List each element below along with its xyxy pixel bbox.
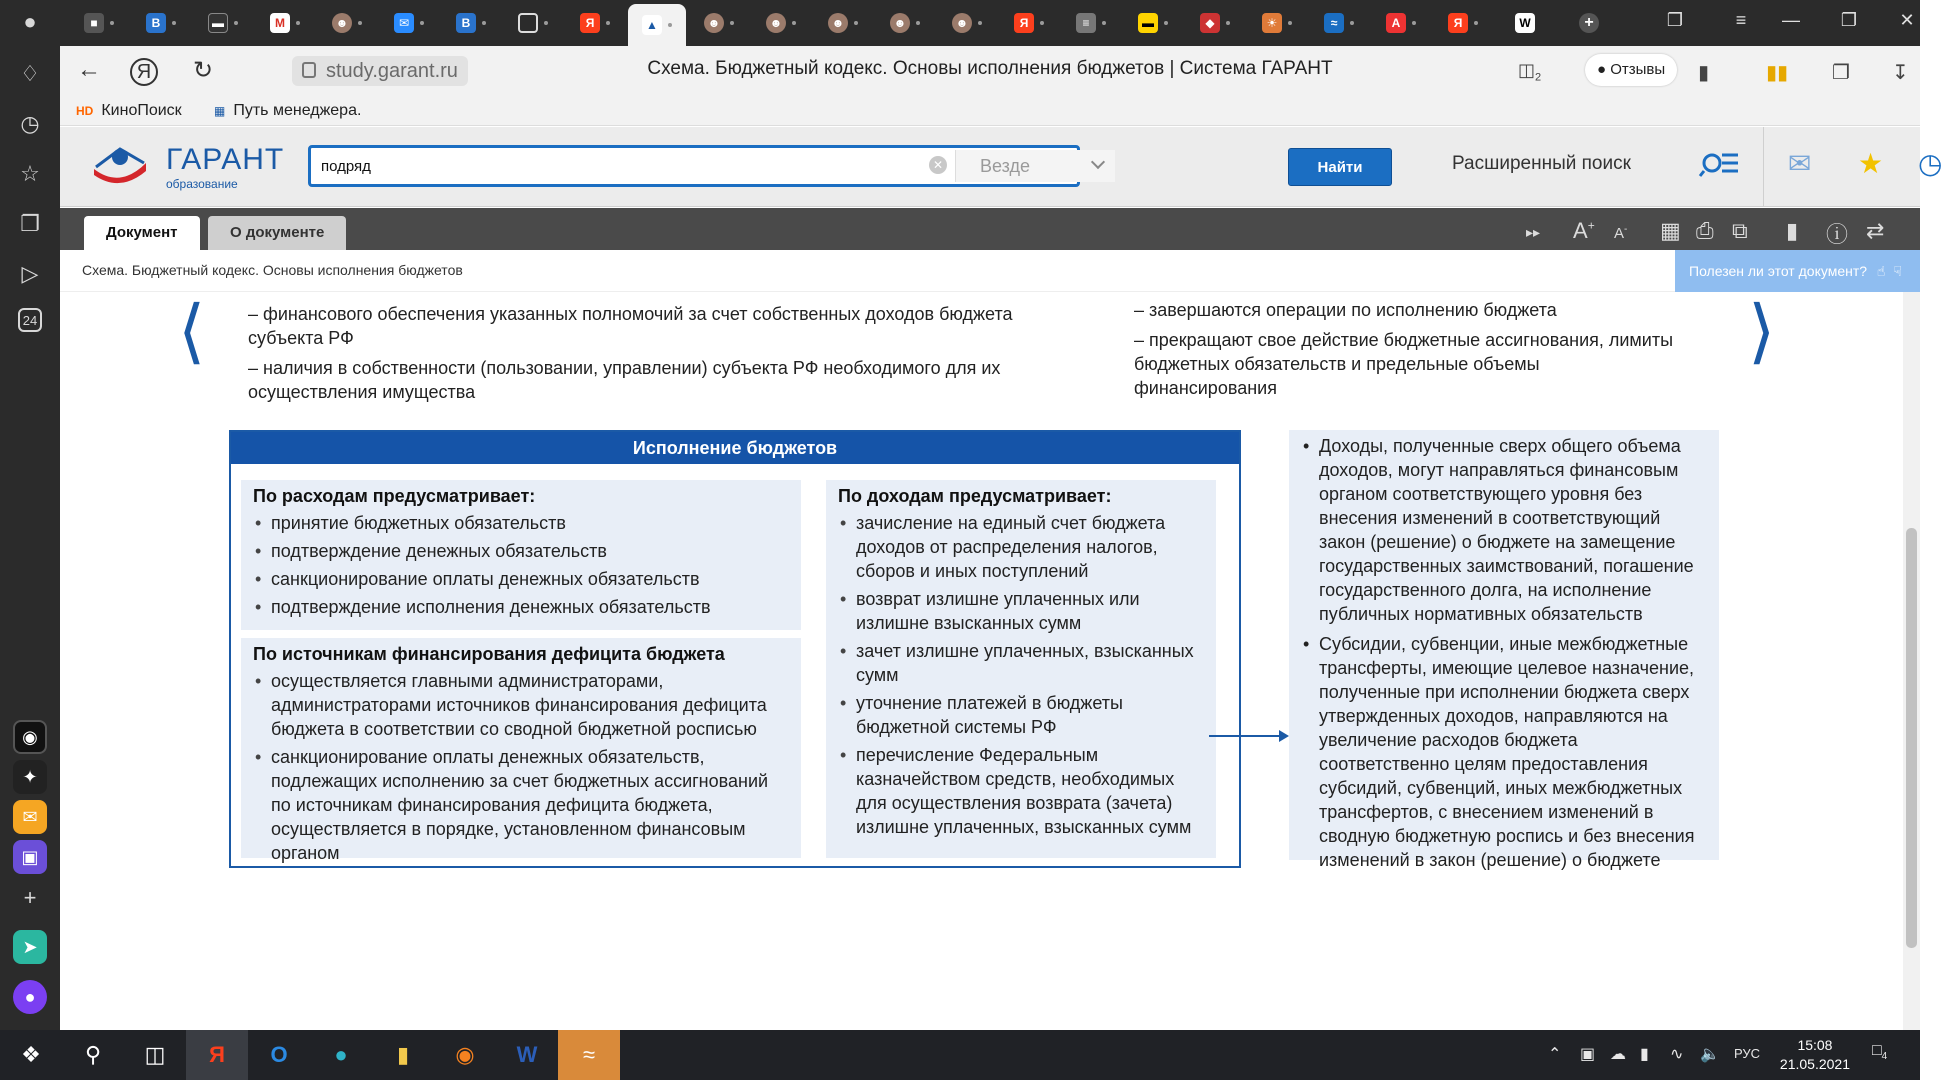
task-view-icon[interactable]: ◫ [144, 1042, 166, 1067]
windows-start-icon[interactable]: ❖ [21, 1042, 41, 1067]
next-page-icon[interactable]: ⟩ [1748, 292, 1776, 370]
switch-icon[interactable]: ⇄ [1866, 218, 1885, 243]
usefulness-prompt [1675, 250, 1920, 292]
tab-dot [1040, 21, 1044, 25]
document-icon [518, 13, 538, 33]
history-icon[interactable]: ◷ [20, 111, 40, 136]
list-item: • санкционирование оплаты денежных обязательств, подлежащих исполнению за счет бюджетных ассигнований по источникам финансирования дефицита бюджета, осуществляется в порядке, установленном финансовым органом [253, 745, 789, 865]
back-icon[interactable]: ← [77, 56, 101, 83]
tab-strip [60, 0, 1920, 46]
chat-bubble-icon: ● [1597, 61, 1607, 78]
tab-about-document[interactable]: О документе [208, 216, 346, 250]
map-icon: ◆ [1200, 13, 1220, 33]
find-button[interactable]: Найти [1288, 148, 1392, 186]
chevron-down-icon [1091, 155, 1105, 169]
sources-panel [241, 638, 801, 863]
tab-sunset[interactable] [1248, 8, 1306, 38]
revenues-panel [826, 480, 1216, 858]
list-item: • перечисление Федеральным казначейством средств, необходимых для осуществления возврата (зачета) излишне уплаченных, взысканных сумм [838, 743, 1204, 839]
avatar-icon: ☻ [890, 13, 910, 33]
tray-language[interactable]: РУС [1734, 1046, 1761, 1061]
list-item: • подтверждение исполнения денежных обязательств [253, 595, 789, 619]
download-icon[interactable]: ↧ [1892, 62, 1909, 84]
tab-yandex[interactable] [566, 8, 624, 38]
address-bar [60, 46, 1920, 96]
breadcrumb-row [60, 250, 1920, 292]
tab-avatar-3[interactable] [752, 8, 810, 38]
expenses-title: По расходам предусматривает: [253, 486, 536, 506]
windows-taskbar [0, 1030, 1920, 1080]
tray-device-icon[interactable]: ▣ [1580, 1046, 1596, 1063]
tab-document[interactable]: Документ [84, 216, 200, 250]
tab-dot [978, 21, 982, 25]
tabs-count-badge: 2 [1535, 71, 1542, 84]
print-icon[interactable]: ⎙ [1696, 218, 1714, 243]
yandex-home-icon[interactable]: Я [130, 58, 158, 86]
font-decrease-icon[interactable]: A- [1614, 224, 1628, 242]
revenues-title: По доходам предусматривает: [838, 486, 1112, 506]
tab-dot [234, 21, 238, 25]
bookmark-manager-path[interactable] [214, 102, 361, 120]
avatar-icon: ☻ [766, 13, 786, 33]
yandex-icon: Я [580, 13, 600, 33]
logo-title: ГАРАНТ [166, 143, 285, 176]
expenses-panel [241, 480, 801, 630]
gmail-icon: M [270, 13, 290, 33]
reload-icon[interactable]: ↻ [192, 57, 214, 84]
tab-dot [358, 21, 362, 25]
avatar-icon: ☻ [332, 13, 352, 33]
mail-users-icon[interactable]: ✉ [1788, 148, 1812, 179]
tab-avatar-4[interactable] [814, 8, 872, 38]
list-item: • зачисление на единый счет бюджета доходов от распределения налогов, сборов и иных поступлений [838, 511, 1204, 583]
taskbar-outlook[interactable] [248, 1030, 310, 1080]
bookmark-label: Путь менеджера. [233, 102, 362, 119]
garant-logo-icon [90, 145, 150, 185]
tray-volume-icon[interactable]: 🔈 [1700, 1046, 1720, 1063]
list-item: • осуществляется главными администраторами, администраторами источников финансирования дефицита бюджета в соответствии со сводной бюджетной росписью [253, 669, 789, 741]
breadcrumb[interactable]: Схема. Бюджетный кодекс. Основы исполнения бюджетов [82, 262, 463, 278]
garant-favicon-icon: ▲ [642, 15, 662, 35]
tab-dot [1412, 21, 1416, 25]
tab-avatar-2[interactable] [690, 8, 748, 38]
taskbar-garant[interactable] [558, 1030, 620, 1080]
stack-icon: ≡ [1076, 13, 1096, 33]
sources-title: По источникам финансирования дефицита бюджета [253, 644, 725, 664]
tab-favicon-icon: ■ [84, 13, 104, 33]
taskbar-yandex-browser[interactable] [186, 1030, 248, 1080]
garant-logo[interactable] [90, 141, 290, 191]
tab-dot [916, 21, 920, 25]
lock-icon [302, 62, 316, 78]
tab-vk-2[interactable] [442, 8, 500, 38]
url-domain: study.garant.ru [326, 60, 458, 82]
chat-icon: ✉ [394, 13, 414, 33]
tab-stack[interactable] [1062, 8, 1120, 38]
scrollbar[interactable] [1903, 292, 1920, 1030]
list-item: • уточнение платежей в бюджеты бюджетной системы РФ [838, 691, 1204, 739]
collections-icon[interactable]: ❐ [20, 211, 40, 236]
garant-app-icon: ≈ [582, 1042, 596, 1067]
reviews-label: Отзывы [1610, 61, 1666, 78]
tab-avatar-6[interactable] [938, 8, 996, 38]
bookmark-kinopoisk[interactable] [76, 102, 182, 120]
thumb-down-icon[interactable]: ☟ [1893, 263, 1902, 279]
search-box [308, 145, 1080, 187]
note-panel [1289, 430, 1719, 870]
kinopoisk-icon: HD [76, 104, 94, 118]
info-icon[interactable]: ⓘ [1826, 222, 1849, 247]
edge-icon: ● [334, 1042, 348, 1067]
header-divider [1763, 127, 1764, 207]
document-content [60, 292, 1903, 1030]
tab-dark[interactable] [194, 8, 252, 38]
yandex-icon: Я [1014, 13, 1034, 33]
prev-page-icon[interactable]: ⟨ [178, 292, 206, 370]
list-item: – завершаются операции по исполнению бюджета [1134, 300, 1557, 320]
tab-dot [172, 21, 176, 25]
tab-dot [730, 21, 734, 25]
app-mail-icon[interactable]: ✉ [13, 800, 47, 834]
tab-pdf[interactable] [1372, 8, 1430, 38]
taskbar-clock[interactable] [1780, 1036, 1850, 1074]
save-icon[interactable]: ▦ [1660, 218, 1681, 243]
list-item: – финансового обеспечения указанных полномочий за счет собственных доходов бюджета субъекта РФ [248, 304, 1013, 348]
bookmarks-bar [60, 96, 1920, 126]
tray-cloud-icon[interactable]: ☁ [1610, 1046, 1626, 1063]
speed-reading-icon[interactable]: ▸▸ [1526, 224, 1541, 240]
tabs-overview-icon[interactable]: ❐ [1666, 10, 1684, 30]
tab-dot [296, 21, 300, 25]
app-send-icon[interactable]: ➤ [13, 930, 47, 964]
scope-value: Везде [980, 156, 1030, 176]
sidebar-badge[interactable]: 24 [18, 308, 42, 332]
tab-yandex-2[interactable] [1000, 8, 1058, 38]
list-item: – наличия в собственности (пользовании, управлении) субъекта РФ необходимого для их осуществления имущества [248, 358, 1001, 402]
star-icon[interactable]: ☆ [20, 161, 40, 186]
tabs-count-icon[interactable]: $◫_2$ [1518, 60, 1542, 84]
yandex-icon: Я [1448, 13, 1468, 33]
bookmark-icon[interactable]: ▮ [1698, 62, 1710, 84]
close-icon[interactable]: ✕ [1899, 10, 1915, 30]
bookmark-icon[interactable]: ▮ [1786, 218, 1799, 243]
bell-icon[interactable]: ♢ [20, 61, 40, 86]
search-input[interactable] [319, 155, 879, 177]
taskbar-edge[interactable] [310, 1030, 372, 1080]
taskbar-word[interactable] [496, 1030, 558, 1080]
garant-header [60, 127, 1942, 207]
tab-pinned[interactable] [70, 8, 128, 38]
tab-map[interactable] [1186, 8, 1244, 38]
reviews-button[interactable] [1585, 54, 1677, 86]
tab-yandex-3[interactable] [1434, 8, 1492, 38]
word-icon: W [516, 1042, 538, 1067]
taskbar-explorer[interactable] [372, 1030, 434, 1080]
app-messenger-icon[interactable]: ▣ [13, 840, 47, 874]
thumb-up-icon[interactable]: ☝ [1876, 263, 1886, 279]
list-item: • Доходы, полученные сверх общего объема доходов, могут направляться финансовым органом соответствующего уровня без внесения изменений в соответствующий закон (решение) о бюджете на замещение государственных заимствований, погашение государственного долга, на исполнение публичных нормативных обязательств [1297, 434, 1711, 626]
clock-date: 21.05.2021 [1779, 1056, 1850, 1072]
tab-garant-active[interactable] [628, 4, 686, 46]
vk-icon: В [456, 13, 476, 33]
profile-icon[interactable]: ● [23, 9, 37, 34]
plus-icon: + [1579, 13, 1599, 33]
tab-dot [1288, 21, 1292, 25]
add-app-icon[interactable]: + [23, 885, 37, 910]
beeline-icon: ▬ [1138, 13, 1158, 33]
list-item: • возврат излишне уплаченных или излишне взысканных сумм [838, 587, 1204, 635]
taskbar-media[interactable] [434, 1030, 496, 1080]
menu-icon[interactable]: ≡ [1735, 10, 1747, 30]
list-item: – прекращают свое действие бюджетные ассигнования, лимиты бюджетных обязательств и предельные объемы финансирования [1134, 330, 1674, 398]
avatar-icon: ☻ [828, 13, 848, 33]
minimize-icon[interactable]: — [1782, 10, 1800, 30]
outlook-icon: O [270, 1042, 288, 1067]
pdf-icon: A [1386, 13, 1406, 33]
tab-dot [1226, 21, 1230, 25]
tray-wifi-icon[interactable]: ∿ [1670, 1046, 1684, 1063]
app-camera-icon[interactable]: ◉ [13, 720, 47, 754]
yandex-browser-icon: Я [209, 1042, 225, 1067]
url-field[interactable] [292, 56, 468, 86]
budget-execution-schema [229, 430, 1241, 868]
tab-dot [854, 21, 858, 25]
browser-sidebar [0, 0, 60, 1030]
app-alice-icon[interactable]: ● [13, 980, 47, 1014]
list-item: • Субсидии, субвенции, иные межбюджетные трансферты, имеющие целевое назначение, полученные при исполнении бюджета сверх утвержденных доходов, направляются на увеличение расходов бюджета соответственно целям предоставления субсидий, субвенций, иных межбюджетных трансфертов, с внесением изменений в сводную бюджетную роспись и без внесения изменений в закон (решение) о бюджете [1297, 632, 1711, 872]
clock-time: 15:08 [1797, 1037, 1833, 1053]
sunset-icon: ☀ [1262, 13, 1282, 33]
notifications-count: 4 [1881, 1051, 1888, 1063]
vk-icon: В [146, 13, 166, 33]
tab-dot [1102, 21, 1106, 25]
favorites-star-icon[interactable]: ★ [1858, 148, 1884, 179]
notifications-icon[interactable]: $□_4$ [1872, 1042, 1888, 1063]
tab-gmail[interactable] [256, 8, 314, 38]
battery-icon[interactable]: ▮▮ [1766, 62, 1789, 84]
clear-search-icon[interactable]: ✕ [929, 156, 947, 174]
tab-chat[interactable] [380, 8, 438, 38]
tab-wikipedia[interactable] [1496, 8, 1554, 38]
search-icon[interactable]: ⚲ [84, 1042, 102, 1067]
list-item: • санкционирование оплаты денежных обязательств [253, 567, 789, 591]
tab-beeline[interactable] [1124, 8, 1182, 38]
scrollbar-thumb[interactable] [1906, 528, 1917, 948]
video-icon[interactable]: ▷ [21, 261, 39, 286]
list-item: • зачет излишне уплаченных, взысканных сумм [838, 639, 1204, 687]
tab-vk[interactable] [132, 8, 190, 38]
advanced-search-link[interactable]: Расширенный поиск [1452, 153, 1631, 174]
share-icon[interactable]: ⧉ [1732, 218, 1748, 243]
tab-dot [792, 21, 796, 25]
avatar-icon: ☻ [704, 13, 724, 33]
tab-dot [544, 21, 548, 25]
tray-battery-icon[interactable]: ▮ [1640, 1046, 1649, 1063]
font-increase-icon[interactable]: A+ [1573, 218, 1595, 243]
tab-dot [1474, 21, 1478, 25]
advanced-search-icon[interactable] [1700, 149, 1738, 177]
logo-subtitle: образование [166, 177, 238, 191]
media-icon: ◉ [455, 1042, 475, 1067]
tab-dot [482, 21, 486, 25]
page-title: Схема. Бюджетный кодекс. Основы исполнения бюджетов | Система ГАРАНТ [647, 58, 1333, 79]
tab-dot [1164, 21, 1168, 25]
tab-avatar-5[interactable] [876, 8, 934, 38]
new-tab-button[interactable] [1560, 8, 1618, 38]
tab-dot [668, 23, 672, 27]
avatar-icon: ☻ [952, 13, 972, 33]
tab-dot [606, 21, 610, 25]
bookmark-label: КиноПоиск [101, 102, 182, 119]
book-icon: ▦ [214, 104, 226, 118]
document-tabs [60, 208, 1920, 250]
tab-wave[interactable] [1310, 8, 1368, 38]
schema-title: Исполнение бюджетов [231, 432, 1239, 464]
tray-chevron-icon[interactable]: ⌃ [1548, 1046, 1562, 1063]
arrow-right-icon [1209, 729, 1289, 743]
tab-favicon-icon: ▬ [208, 13, 228, 33]
usefulness-label: Полезен ли этот документ? [1689, 263, 1868, 279]
history-clock-icon[interactable]: ◷ [1918, 148, 1942, 179]
maximize-icon[interactable]: ❐ [1840, 10, 1858, 30]
tab-dot [1350, 21, 1354, 25]
tab-dot [110, 21, 114, 25]
wikipedia-icon: W [1515, 13, 1535, 33]
wave-icon: ≈ [1324, 13, 1344, 33]
tab-dot [420, 21, 424, 25]
list-item: • принятие бюджетных обязательств [253, 511, 789, 535]
tab-document[interactable] [504, 8, 562, 38]
extension-icon[interactable]: ❐ [1832, 62, 1850, 84]
app-sparkle-icon[interactable]: ✦ [13, 760, 47, 794]
search-scope-select[interactable] [955, 150, 1115, 182]
tab-avatar-1[interactable] [318, 8, 376, 38]
folder-icon: ▮ [396, 1042, 410, 1067]
list-item: • подтверждение денежных обязательств [253, 539, 789, 563]
